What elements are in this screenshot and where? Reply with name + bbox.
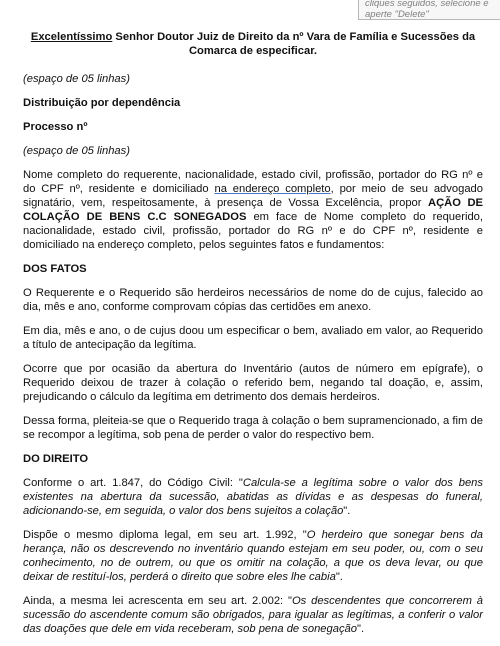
intro-paragraph <box>23 168 483 252</box>
law-paragraph-1 <box>23 476 483 518</box>
heading-rest: Senhor Doutor Juiz de Direito da nº Vara de Família e Sucessões da Comarca de especificar. <box>112 31 476 57</box>
intro-text-a: Nome completo do requerente, nacionalidade, estado civil, profissão, portador do RG nº e do CPF nº, residente e domiciliado <box>23 169 483 195</box>
law-3-quote: Os descendentes que concorrerem à sucessão do ascendente comum são obrigados, para igualar as legítimas, a conferir o valor das doações que dele em vida receberam, sob pena de sonegação <box>23 595 483 635</box>
section-facts-title: DOS FATOS <box>23 263 87 275</box>
facts-paragraph-2: Em dia, mês e ano, o de cujus doou um especificar o bem, avaliado em valor, ao Requerido a título de antecipação da legítima. <box>23 325 483 351</box>
spacing-note-2: (espaço de 05 linhas) <box>23 145 130 157</box>
document-page <box>23 30 483 646</box>
address-marked-text[interactable]: na endereço completo <box>214 183 331 195</box>
law-paragraph-3 <box>23 594 483 636</box>
document-heading <box>23 30 483 58</box>
process-label: Processo nº <box>23 121 88 133</box>
distribution-label: Distribuição por dependência <box>23 97 181 109</box>
facts-paragraph-3: Ocorre que por ocasião da abertura do Inventário (autos de número em epígrafe), o Requerido deixou de trazer à colação o referido bem, negando tal doação, e, assim, prejudicando o cálculo da legítima em detrimento dos demais herdeiros. <box>23 363 483 403</box>
law-3-intro: Ainda, a mesma lei acrescenta em seu art. 2.002: " <box>23 595 292 607</box>
tooltip-line-2: aperte "Delete" <box>365 9 429 20</box>
tooltip-line-1: cliques seguidos, selecione e <box>365 0 489 9</box>
spacing-note-1: (espaço de 05 linhas) <box>23 73 130 85</box>
action-title: AÇÃO DE COLAÇÃO DE BENS C.C SONEGADOS <box>23 197 483 223</box>
tooltip-hint <box>358 0 500 20</box>
facts-paragraph-4: Dessa forma, pleiteia-se que o Requerido traga à colação o bem supramencionado, a fim de se recompor a legítima, sob pena de perder o valor do respectivo bem. <box>23 415 483 441</box>
law-2-intro: Dispõe o mesmo diploma legal, em seu art. 1.992, " <box>23 529 307 541</box>
law-1-intro: Conforme o art. 1.847, do Código Civil: " <box>23 477 243 489</box>
law-2-end: ". <box>335 571 343 583</box>
intro-text-c: em face de Nome completo do requerido, nacionalidade, estado civil, profissão, portador do RG nº e do CPF nº, residente e domiciliado na endereço completo, pelos seguintes fatos e fundamentos: <box>23 211 483 251</box>
law-2-quote: O herdeiro que sonegar bens da herança, não os descrevendo no inventário quando estejam em seu poder, ou, com o seu conhecimento, no de outrem, ou que os omitir na colação, a que os deva levar, ou que deixar de restituí-los, perderá o direito que sobre eles lhe cabia <box>23 529 483 583</box>
section-law-title: DO DIREITO <box>23 453 89 465</box>
law-1-end: ". <box>343 505 351 517</box>
law-paragraph-2 <box>23 528 483 584</box>
law-1-quote: Calcula-se a legítima sobre o valor dos bens existentes na abertura da sucessão, abatidas as dívidas e as despesas do funeral, adicionando-se, em seguida, o valor dos bens sujeitos a colação <box>23 477 483 517</box>
heading-first-word: Excelentíssimo <box>30 31 113 43</box>
facts-paragraph-1: O Requerente e o Requerido são herdeiros necessários de nome do de cujus, falecido ao dia, mês e ano, conforme comprovam cópias das certidões em anexo. <box>23 287 483 313</box>
intro-text-b: , por meio de seu advogado signatário, vem, respeitosamente, à presença de Vossa Excelência, propor <box>23 183 483 209</box>
law-3-end: ". <box>357 623 365 635</box>
